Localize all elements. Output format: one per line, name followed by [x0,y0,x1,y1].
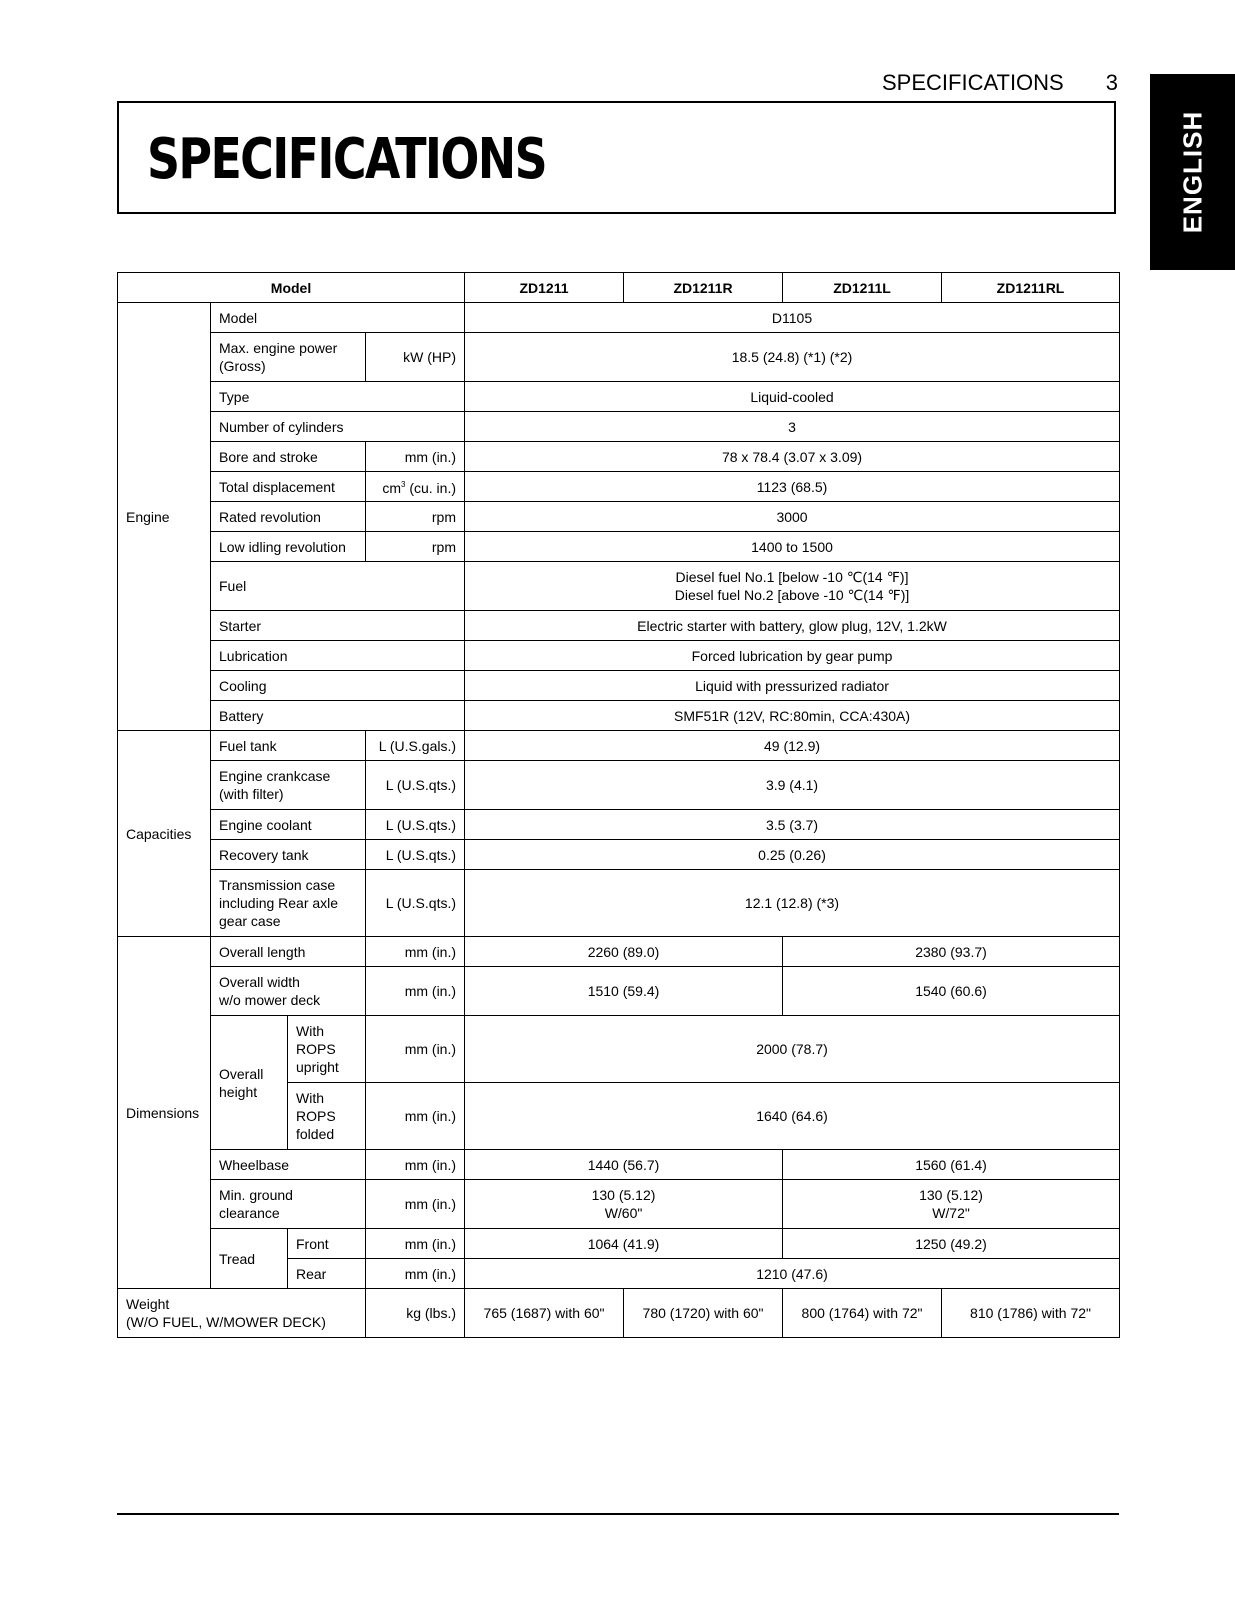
group-dimensions: Dimensions [118,937,211,1289]
row-label: Engine coolant [211,810,366,840]
row-label: Overall length [211,937,366,967]
row-unit: $cm^3$ (cu. in.) [366,472,465,502]
row-unit: mm (in.) [366,1016,465,1083]
table-row [118,1016,1120,1083]
col-zd1211l: ZD1211L [783,273,942,303]
row-unit: mm (in.) [366,1180,465,1229]
row-unit: mm (in.) [366,442,465,472]
table-row [118,671,1120,701]
row-sublabel: Rear [288,1259,366,1289]
row-label: Wheelbase [211,1150,366,1180]
row-unit: mm (in.) [366,967,465,1016]
row-value: 1123 (68.5) [465,472,1120,502]
row-value: 2380 (93.7) [783,937,1120,967]
row-value: 130 (5.12) W/72" [783,1180,1120,1229]
row-value: 1560 (61.4) [783,1150,1120,1180]
row-label: Number of cylinders [211,412,465,442]
row-value: 1440 (56.7) [465,1150,783,1180]
row-label: Low idling revolution [211,532,366,562]
row-value: 49 (12.9) [465,731,1120,761]
table-row [118,641,1120,671]
row-unit: kW (HP) [366,333,465,382]
row-label: Engine crankcase (with filter) [211,761,366,810]
row-value: 1510 (59.4) [465,967,783,1016]
row-value: 2260 (89.0) [465,937,783,967]
language-tab-label: ENGLISH [1177,110,1207,234]
table-row [118,1289,1120,1338]
row-unit: mm (in.) [366,1083,465,1150]
row-label: Bore and stroke [211,442,366,472]
row-unit: L (U.S.qts.) [366,870,465,937]
row-value: 765 (1687) with 60" [465,1289,624,1338]
row-unit: L (U.S.qts.) [366,761,465,810]
row-value: 18.5 (24.8) (*1) (*2) [465,333,1120,382]
group-engine: Engine [118,303,211,731]
row-label: Starter [211,611,465,641]
row-label: Recovery tank [211,840,366,870]
row-label: Max. engine power (Gross) [211,333,366,382]
row-sublabel: With ROPS folded [288,1083,366,1150]
table-row [118,611,1120,641]
table-row [118,333,1120,382]
row-value: Diesel fuel No.1 [below -10 ℃(14 ℉)] Diesel fuel No.2 [above -10 ℃(14 ℉)] [465,562,1120,611]
table-row [118,442,1120,472]
row-value: 1064 (41.9) [465,1229,783,1259]
row-unit: rpm [366,532,465,562]
header-model: Model [118,273,465,303]
row-label: Total displacement [211,472,366,502]
page-number: 3 [1105,70,1118,95]
row-value: 3.5 (3.7) [465,810,1120,840]
page-title: SPECIFICATIONS [147,127,547,192]
row-label: Fuel tank [211,731,366,761]
row-value: 810 (1786) with 72" [942,1289,1120,1338]
row-label: Tread [211,1229,288,1289]
row-label: Lubrication [211,641,465,671]
table-row [118,870,1120,937]
row-value: 130 (5.12) W/60" [465,1180,783,1229]
row-unit: L (U.S.gals.) [366,731,465,761]
row-label: Rated revolution [211,502,366,532]
table-row [118,303,1120,333]
row-unit: mm (in.) [366,937,465,967]
table-row [118,382,1120,412]
row-label: Min. ground clearance [211,1180,366,1229]
row-value: Liquid-cooled [465,382,1120,412]
row-unit: rpm [366,502,465,532]
row-label: Type [211,382,465,412]
table-row [118,731,1120,761]
col-zd1211: ZD1211 [465,273,624,303]
row-value: 3 [465,412,1120,442]
page-header [880,68,1120,98]
table-row [118,1229,1120,1259]
row-value: Forced lubrication by gear pump [465,641,1120,671]
table-row [118,701,1120,731]
table-row [118,937,1120,967]
row-sublabel: Front [288,1229,366,1259]
table-row [118,810,1120,840]
row-value: D1105 [465,303,1120,333]
col-zd1211r: ZD1211R [624,273,783,303]
group-capacities: Capacities [118,731,211,937]
row-unit: L (U.S.qts.) [366,840,465,870]
row-label: Fuel [211,562,465,611]
row-value: 78 x 78.4 (3.07 x 3.09) [465,442,1120,472]
table-row [118,840,1120,870]
row-unit: mm (in.) [366,1259,465,1289]
row-label: Overall width w/o mower deck [211,967,366,1016]
row-value: 1400 to 1500 [465,532,1120,562]
row-value: 1540 (60.6) [783,967,1120,1016]
language-tab [1150,74,1235,270]
row-unit: kg (lbs.) [366,1289,465,1338]
table-row [118,532,1120,562]
table-row [118,562,1120,611]
row-value: 1210 (47.6) [465,1259,1120,1289]
table-row [118,761,1120,810]
row-unit: mm (in.) [366,1150,465,1180]
row-value: 12.1 (12.8) (*3) [465,870,1120,937]
row-sublabel: With ROPS upright [288,1016,366,1083]
row-label: Battery [211,701,465,731]
row-value: Liquid with pressurized radiator [465,671,1120,701]
row-label: Cooling [211,671,465,701]
row-value: 3.9 (4.1) [465,761,1120,810]
row-value: 0.25 (0.26) [465,840,1120,870]
row-value: Electric starter with battery, glow plug, 12V, 1.2kW [465,611,1120,641]
row-label: Overall height [211,1016,288,1150]
table-row [118,472,1120,502]
row-label: Model [211,303,465,333]
row-unit: mm (in.) [366,1229,465,1259]
row-value: SMF51R (12V, RC:80min, CCA:430A) [465,701,1120,731]
footer-rule [117,1513,1119,1515]
row-value: 780 (1720) with 60" [624,1289,783,1338]
row-value: 1250 (49.2) [783,1229,1120,1259]
table-row [118,1150,1120,1180]
table-row [118,412,1120,442]
row-value: 3000 [465,502,1120,532]
row-value: 2000 (78.7) [465,1016,1120,1083]
table-header-row [118,273,1120,303]
row-value: 800 (1764) with 72" [783,1289,942,1338]
header-section-title: SPECIFICATIONS [882,70,1064,95]
table-row [118,967,1120,1016]
col-zd1211rl: ZD1211RL [942,273,1120,303]
row-unit: L (U.S.qts.) [366,810,465,840]
row-label: Weight (W/O FUEL, W/MOWER DECK) [118,1289,366,1338]
table-row [118,502,1120,532]
row-value: 1640 (64.6) [465,1083,1120,1150]
title-box [117,101,1116,214]
table-row [118,1180,1120,1229]
row-label: Transmission case including Rear axle gear case [211,870,366,937]
spec-table [117,272,1120,1338]
